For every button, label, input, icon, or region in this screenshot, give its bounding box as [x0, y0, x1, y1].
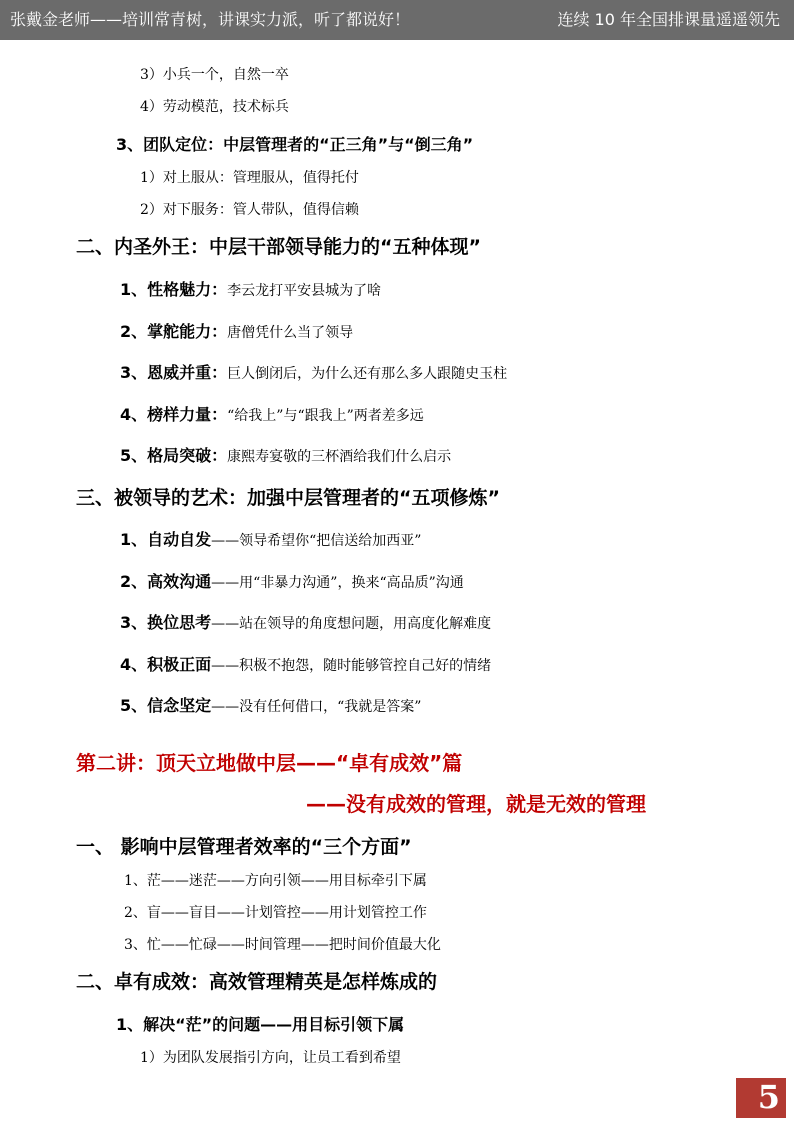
item-title: 5、信念坚定 [120, 696, 212, 715]
chapter-heading: 二、内圣外王：中层干部领导能力的“五种体现” [76, 236, 481, 258]
list-item [120, 610, 491, 633]
item-desc: “给我上”与“跟我上”两者差多远 [227, 408, 424, 424]
item-desc: 李云龙打平安县城为了啥 [227, 283, 382, 299]
list-item [120, 569, 464, 592]
list-item [120, 402, 424, 425]
lecture-subtitle: ——没有成效的管理，就是无效的管理 [306, 792, 646, 816]
item-title: 1、性格魅力： [120, 280, 228, 299]
chapter-heading: 二、卓有成效：高效管理精英是怎样炼成的 [76, 971, 438, 993]
item-desc: 巨人倒闭后，为什么还有那么多人跟随史玉柱 [227, 366, 508, 382]
list-item [120, 277, 381, 300]
header-tagline: 连续 10 年全国排课量遥遥领先 [557, 10, 780, 29]
list-item: 1）对上服从：管理服从，值得托付 [140, 170, 359, 186]
list-item: 2、盲——盲目——计划管控——用计划管控工作 [124, 905, 427, 921]
item-title: 4、积极正面 [120, 655, 212, 674]
item-title: 3、恩威并重： [120, 363, 228, 382]
list-item [120, 319, 353, 342]
list-item: 3、忙——忙碌——时间管理——把时间价值最大化 [124, 937, 441, 953]
item-title: 5、格局突破： [120, 446, 228, 465]
item-desc: ——领导希望你“把信送给加西亚” [211, 533, 422, 549]
item-desc: ——站在领导的角度想问题，用高度化解难度 [211, 616, 492, 632]
item-desc: ——没有任何借口，“我就是答案” [211, 699, 422, 715]
item-desc: 唐僧凭什么当了领导 [227, 325, 354, 341]
chapter-heading: 三、被领导的艺术：加强中层管理者的“五项修炼” [76, 487, 500, 509]
list-item [120, 443, 451, 466]
item-desc: ——用“非暴力沟通”，换来“高品质”沟通 [211, 575, 464, 591]
chapter-heading: 一、 影响中层管理者效率的“三个方面” [76, 836, 412, 858]
header-slogan: 张戴金老师——培训常青树，讲课实力派，听了都说好！ [10, 10, 411, 29]
list-item [120, 360, 507, 383]
list-item: 3）小兵一个，自然一卒 [140, 67, 289, 83]
item-title: 4、榜样力量： [120, 405, 228, 424]
section-heading: 3、团队定位：中层管理者的“正三角”与“倒三角” [116, 135, 474, 154]
item-title: 1、自动自发 [120, 530, 212, 549]
list-item [120, 527, 421, 550]
lecture-title: 第二讲：顶天立地做中层——“卓有成效”篇 [76, 751, 463, 775]
item-desc: 康熙寿宴敬的三杯酒给我们什么启示 [227, 449, 452, 465]
item-title: 2、掌舵能力： [120, 322, 228, 341]
item-title: 2、高效沟通 [120, 572, 212, 591]
list-item: 1、茫——迷茫——方向引领——用目标牵引下属 [124, 873, 427, 889]
list-item [120, 693, 421, 716]
list-item [120, 652, 491, 675]
page-number: 5 [757, 1078, 780, 1116]
list-item: 2）对下服务：管人带队，值得信赖 [140, 202, 359, 218]
header-bar [0, 0, 794, 40]
list-item: 4）劳动模范，技术标兵 [140, 99, 289, 115]
item-desc: ——积极不抱怨，随时能够管控自己好的情绪 [211, 658, 492, 674]
section-heading: 1、解决“茫”的问题——用目标引领下属 [116, 1015, 405, 1034]
page-number-box [736, 1078, 786, 1118]
item-title: 3、换位思考 [120, 613, 212, 632]
list-item: 1）为团队发展指引方向，让员工看到希望 [140, 1050, 401, 1066]
